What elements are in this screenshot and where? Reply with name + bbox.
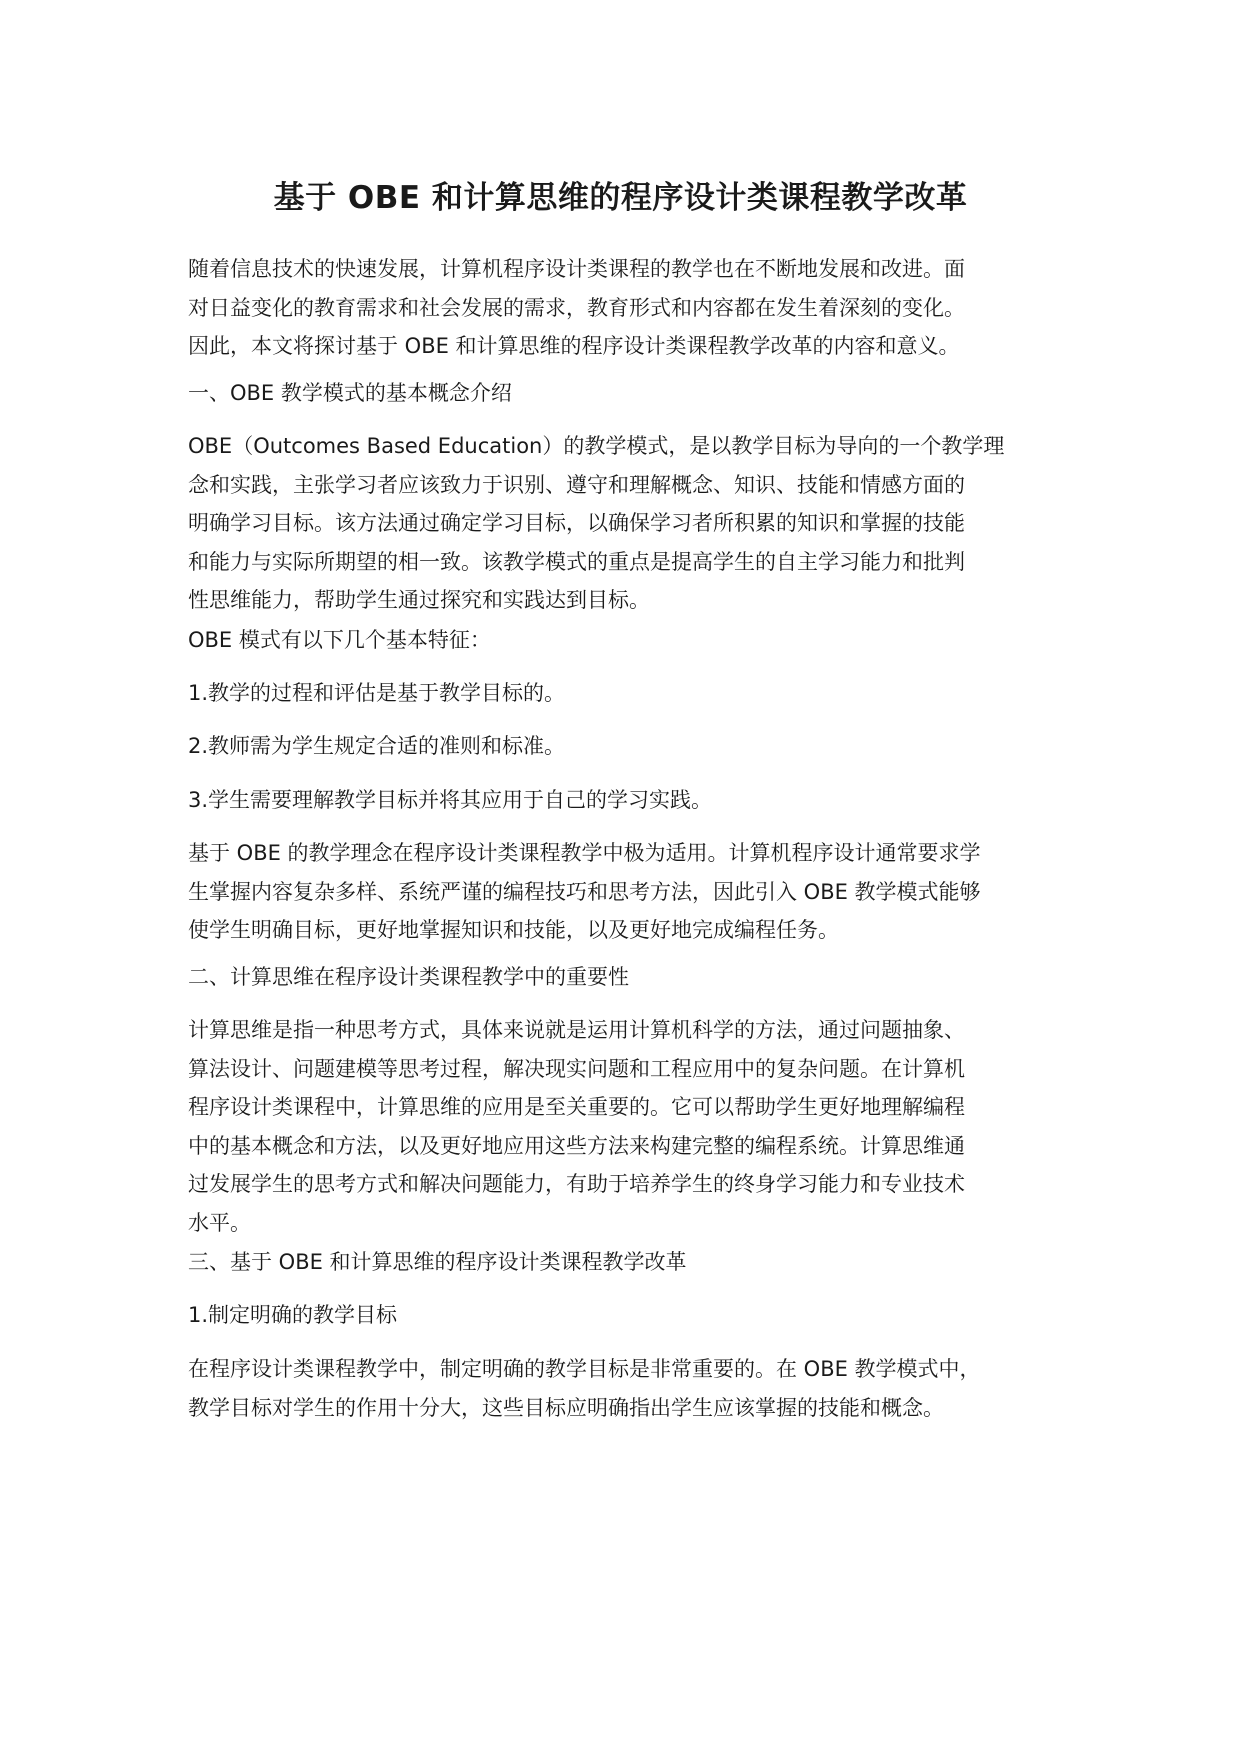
feature-item-3: 3.学生需要理解教学目标并将其应用于自己的学习实践。	[188, 788, 713, 812]
feature-item-1: 1.教学的过程和评估是基于教学目标的。	[188, 681, 566, 705]
section-2-line: 计算思维是指一种思考方式，具体来说就是运用计算机科学的方法，通过问题抽象、	[188, 1018, 965, 1042]
section-3-sub-1-heading: 1.制定明确的教学目标	[188, 1303, 398, 1327]
section-2-line: 程序设计类课程中，计算思维的应用是至关重要的。它可以帮助学生更好地理解编程	[188, 1095, 965, 1120]
section-3-heading: 三、基于 OBE 和计算思维的程序设计类课程教学改革	[188, 1250, 687, 1274]
conclusion-line: 使学生明确目标，更好地掌握知识和技能，以及更好地完成编程任务。	[188, 918, 839, 943]
section-1-line: 明确学习目标。该方法通过确定学习目标，以确保学习者所积累的知识和掌握的技能	[188, 511, 965, 536]
intro-paragraph	[188, 250, 1050, 366]
intro-line: 对日益变化的教育需求和社会发展的需求，教育形式和内容都在发生着深刻的变化。	[188, 295, 965, 320]
section-2-line: 算法设计、问题建模等思考过程，解决现实问题和工程应用中的复杂问题。在计算机	[188, 1056, 965, 1081]
section-1-line: 性思维能力，帮助学生通过探究和实践达到目标。	[188, 588, 650, 613]
intro-line: 随着信息技术的快速发展，计算机程序设计类课程的教学也在不断地发展和改进。面	[188, 257, 965, 281]
conclusion-line: 生掌握内容复杂多样、系统严谨的编程技巧和思考方法，因此引入 OBE 教学模式能够	[188, 879, 981, 904]
conclusion-line: 基于 OBE 的教学理念在程序设计类课程教学中极为适用。计算机程序设计通常要求学	[188, 841, 981, 865]
section-2-heading: 二、计算思维在程序设计类课程教学中的重要性	[188, 965, 629, 989]
section-2-line: 水平。	[188, 1210, 251, 1235]
section-2-line: 中的基本概念和方法，以及更好地应用这些方法来构建完整的编程系统。计算思维通	[188, 1133, 965, 1158]
section-2-paragraph	[188, 1011, 1050, 1243]
document-title: 基于 OBE 和计算思维的程序设计类课程教学改革	[273, 180, 968, 216]
section-2-line: 过发展学生的思考方式和解决问题能力，有助于培养学生的终身学习能力和专业技术	[188, 1172, 965, 1197]
section-3-line: 教学目标对学生的作用十分大，这些目标应明确指出学生应该掌握的技能和概念。	[188, 1395, 944, 1420]
section-1-line: OBE（Outcomes Based Education）的教学模式，是以教学目标为导向的一个教学理	[188, 434, 1005, 458]
features-intro: OBE 模式有以下几个基本特征：	[188, 628, 491, 652]
section-1-line: 念和实践，主张学习者应该致力于识别、遵守和理解概念、知识、技能和情感方面的	[188, 472, 965, 497]
feature-item-2: 2.教师需为学生规定合适的准则和标准。	[188, 734, 566, 758]
intro-line: 因此，本文将探讨基于 OBE 和计算思维的程序设计类课程教学改革的内容和意义。	[188, 334, 960, 359]
section-1-heading: 一、OBE 教学模式的基本概念介绍	[188, 381, 512, 405]
section-1-paragraph	[188, 427, 1050, 620]
section-1-line: 和能力与实际所期望的相一致。该教学模式的重点是提高学生的自主学习能力和批判	[188, 549, 965, 574]
section-1-conclusion	[188, 834, 1050, 950]
section-3-line: 在程序设计类课程教学中，制定明确的教学目标是非常重要的。在 OBE 教学模式中，	[188, 1357, 981, 1381]
section-3-sub-1-paragraph	[188, 1350, 1050, 1427]
